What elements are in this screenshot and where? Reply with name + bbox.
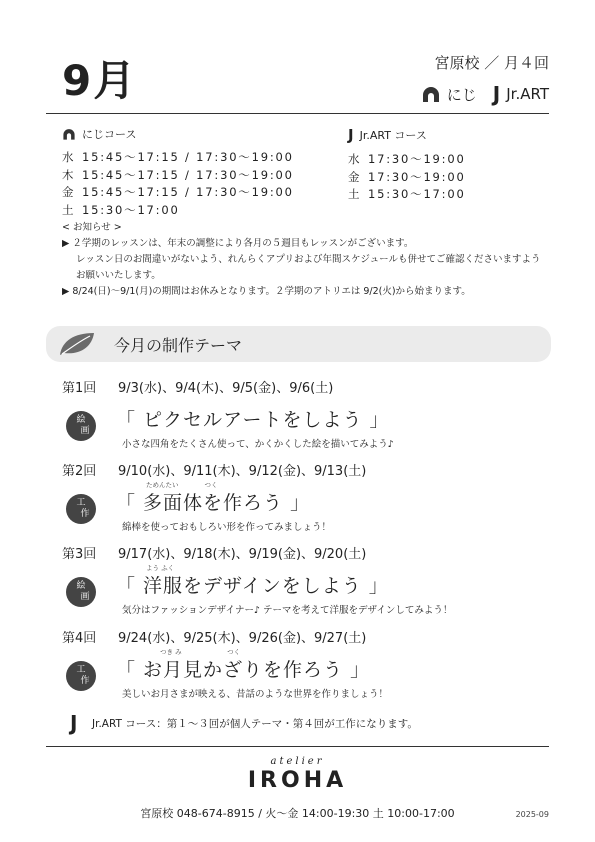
schedule-time: 15:45〜17:15 / 17:30〜19:00 bbox=[82, 167, 294, 182]
j-letter-icon: J bbox=[348, 126, 354, 144]
session-dates: 9/3(水)、9/4(木)、9/5(金)、9/6(土) bbox=[118, 381, 334, 396]
notice-line: ▶ 8/24(日)〜9/1(月)の期間はお休みとなります。２学期のアトリエは 9/2(火)から始まります。 bbox=[62, 286, 471, 297]
session-number: 第1回 bbox=[62, 381, 97, 396]
schedule-time: 15:30〜17:00 bbox=[368, 187, 466, 201]
brand-logo: IROHA bbox=[247, 768, 348, 793]
badge-char: 画 bbox=[80, 426, 90, 436]
session-description: 美しいお月さまが映える、昔話のような世界を作りましょう！ bbox=[122, 689, 389, 700]
jr-course-note: Jr.ART コース：第１〜３回が個人テーマ・第４回が工作になります。 bbox=[92, 718, 418, 730]
niji-course-title: にじコース bbox=[82, 128, 137, 141]
session-description: 綿棒を使っておもしろい形を作ってみましょう！ bbox=[122, 522, 332, 533]
session-dates: 9/10(水)、9/11(木)、9/12(金)、9/13(土) bbox=[118, 464, 367, 479]
notice-line: レッスン日のお間違いがないよう、れんらくアプリおよび年間スケジュールも併せてご確認くださいますよう bbox=[76, 254, 541, 265]
course-legend bbox=[421, 82, 549, 106]
badge-char: 工 bbox=[76, 665, 86, 675]
badge-char: 作 bbox=[80, 509, 90, 519]
issue-date: 2025-09 bbox=[515, 810, 549, 819]
notice-block bbox=[62, 220, 540, 300]
session-dates: 9/24(水)、9/25(木)、9/26(金)、9/27(土) bbox=[118, 631, 367, 646]
rainbow-arch-icon bbox=[62, 128, 76, 140]
schedule-day: 水 bbox=[62, 150, 76, 164]
badge-char: 画 bbox=[80, 592, 90, 602]
category-badge bbox=[66, 577, 96, 607]
legend-niji-label: にじ bbox=[446, 85, 477, 104]
schedule-day: 木 bbox=[62, 167, 76, 182]
schedule-time: 15:30〜17:00 bbox=[82, 202, 180, 217]
schedule-time: 15:45〜17:15 / 17:30〜19:00 bbox=[82, 150, 294, 164]
niji-course-schedule bbox=[62, 126, 294, 219]
schedule-time: 15:45〜17:15 / 17:30〜19:00 bbox=[82, 185, 294, 199]
category-badge bbox=[66, 411, 96, 441]
notice-line: ▶ ２学期のレッスンは、年末の調整により各月の５週目もレッスンがございます。 bbox=[62, 238, 414, 249]
j-letter-icon: J bbox=[70, 711, 78, 735]
schedule-day: 水 bbox=[348, 152, 362, 166]
schedule-time: 17:30〜19:00 bbox=[368, 152, 466, 166]
session-number: 第3回 bbox=[62, 547, 97, 562]
jr-course-title: Jr.ART コース bbox=[359, 129, 427, 142]
notice-line: お願いいたします。 bbox=[76, 270, 161, 281]
schedule-day: 土 bbox=[348, 187, 362, 201]
session-theme: 「 洋服をデザインをしよう 」 bbox=[116, 575, 389, 597]
notice-title: < お知らせ > bbox=[62, 222, 122, 233]
divider bbox=[46, 746, 549, 747]
schedule-time: 17:30〜19:00 bbox=[368, 169, 466, 184]
badge-char: 絵 bbox=[76, 415, 86, 425]
contact-info: 宮原校 048-674-8915 / 火〜金 14:00-19:30 土 10:00-17:00 bbox=[140, 807, 455, 820]
session-header bbox=[62, 543, 366, 562]
session-header bbox=[62, 377, 333, 396]
session-theme: 「 多面体を作ろう 」 bbox=[116, 492, 311, 514]
divider bbox=[46, 113, 549, 114]
session-number: 第2回 bbox=[62, 464, 97, 479]
session-description: 気分はファッションデザイナー♪ テーマを考えて洋服をデザインしてみよう！ bbox=[122, 605, 453, 616]
furigana: ためんたい つく bbox=[146, 481, 218, 489]
badge-char: 工 bbox=[76, 498, 86, 508]
session-dates: 9/17(水)、9/18(木)、9/19(金)、9/20(土) bbox=[118, 547, 367, 562]
brand-tagline: atelier bbox=[270, 756, 325, 767]
schedule-day: 土 bbox=[62, 202, 76, 217]
session-number: 第4回 bbox=[62, 631, 97, 646]
jr-course-schedule bbox=[348, 126, 466, 204]
schedule-day: 金 bbox=[62, 185, 76, 199]
school-info: 宮原校 ／ 月４回 bbox=[434, 54, 549, 72]
session-header bbox=[62, 627, 366, 646]
session-description: 小さな四角をたくさん使って、かくかくした絵を描いてみよう♪ bbox=[122, 439, 394, 450]
legend-jr-label: Jr.ART bbox=[506, 85, 549, 103]
j-letter-icon: J bbox=[492, 82, 501, 106]
furigana: よう ふく bbox=[146, 564, 175, 572]
session-theme: 「 ピクセルアートをしよう 」 bbox=[116, 409, 390, 431]
schedule-day: 金 bbox=[348, 169, 362, 184]
leaf-icon bbox=[58, 331, 96, 357]
category-badge bbox=[66, 661, 96, 691]
session-theme: 「 お月見かざりを作ろう 」 bbox=[116, 659, 371, 681]
category-badge bbox=[66, 494, 96, 524]
session-header bbox=[62, 460, 366, 479]
page-title: 9月 bbox=[62, 56, 138, 105]
badge-char: 絵 bbox=[76, 581, 86, 591]
furigana: つき み つく bbox=[160, 648, 241, 656]
badge-char: 作 bbox=[80, 676, 90, 686]
theme-section-title: 今月の制作テーマ bbox=[114, 336, 243, 355]
rainbow-arch-icon bbox=[421, 86, 441, 102]
